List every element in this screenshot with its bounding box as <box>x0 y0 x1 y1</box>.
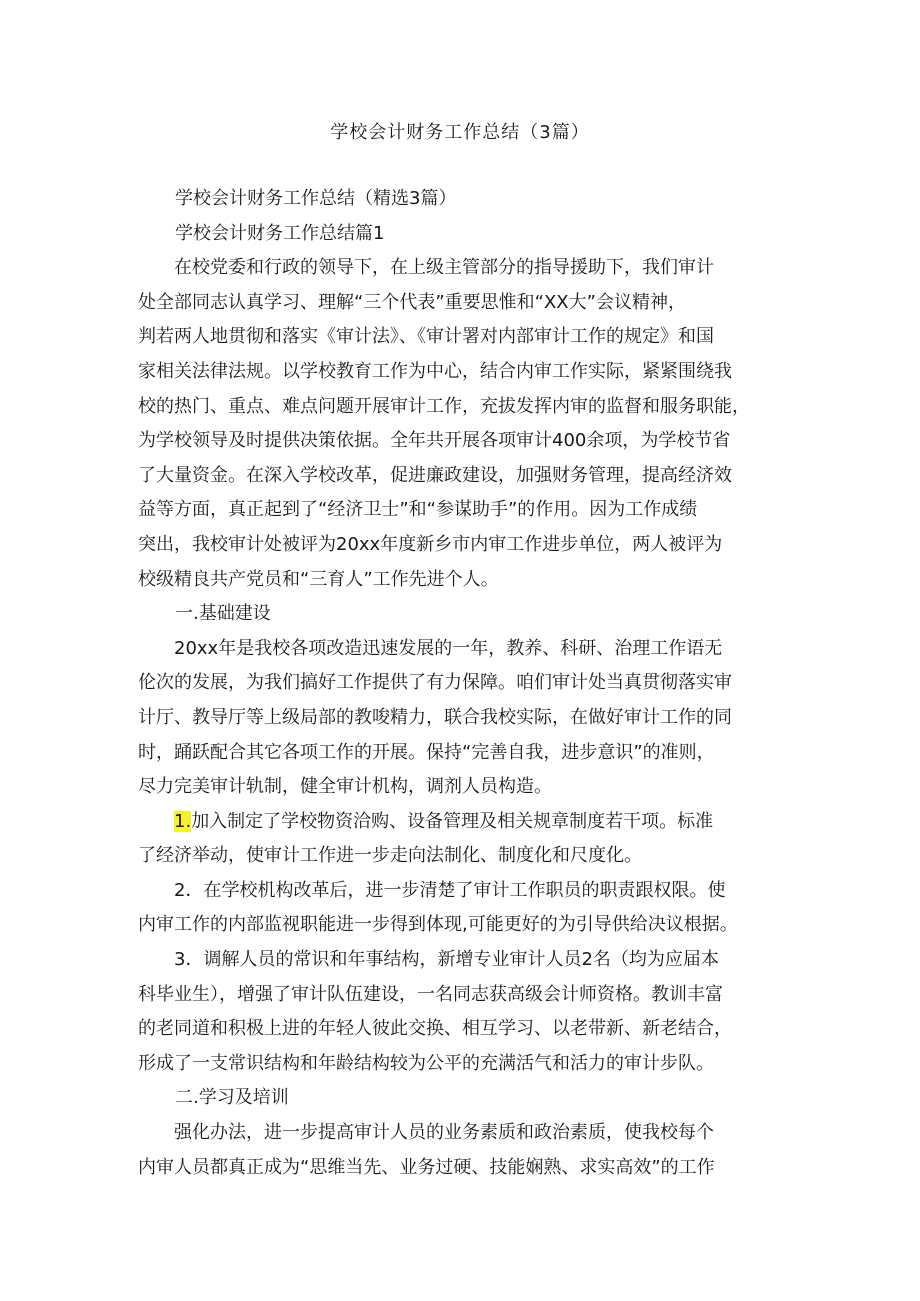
document-body <box>138 182 786 1185</box>
body-line <box>138 978 786 1013</box>
line-text: 3．调解人员的常识和年事结构，新增专业审计人员2名（均为应届本 <box>174 949 719 971</box>
line-text: 了经济举动，使审计工作进一步走向法制化、制度化和尺度化。 <box>138 845 642 867</box>
body-line <box>138 1047 786 1082</box>
body-line <box>138 286 786 321</box>
body-line <box>138 839 786 874</box>
line-text: 突出，我校审计处被评为20xx年度新乡市内审工作进步单位，两人被评为 <box>138 533 723 555</box>
body-line <box>138 424 786 459</box>
line-text: 尽力完美审计轨制，健全审计机构，调剂人员构造。 <box>138 776 552 798</box>
body-line <box>138 493 786 528</box>
body-line <box>138 770 786 805</box>
line-text: 科毕业生），增强了审计队伍建设，一名同志获高级会计师资格。教训丰富 <box>138 983 723 1005</box>
body-line <box>138 632 786 667</box>
document-title: 学校会计财务工作总结（3篇） <box>330 122 590 143</box>
line-text: 益等方面，真正起到了“经济卫士”和“参谋助手”的作用。因为工作成绩 <box>138 499 698 521</box>
line-text: 计厅、教导厅等上级局部的教唆精力，联合我校实际，在做好审计工作的同 <box>138 706 732 728</box>
line-text: 一.基础建设 <box>175 603 271 625</box>
line-text: 校级精良共产党员和“三育人”工作先进个人。 <box>138 568 499 590</box>
body-line <box>138 1151 786 1186</box>
body-line <box>138 1116 786 1151</box>
line-text: 内审工作的内部监视职能进一步得到体现,可能更好的为引导供给决议根据。 <box>138 914 738 936</box>
body-line <box>138 355 786 390</box>
line-text: 了大量资金。在深入学校改革，促进廉政建设，加强财务管理，提高经济效 <box>138 464 732 486</box>
body-line <box>138 701 786 736</box>
line-text: 为学校领导及时提供决策依据。全年共开展各项审计400余项，为学校节省 <box>138 430 731 452</box>
line-text: 二.学习及培训 <box>175 1087 289 1109</box>
body-line <box>138 874 786 909</box>
line-text: 20xx年是我校各项改造迅速发展的一年，教养、科研、治理工作语无 <box>174 637 723 659</box>
line-text: 在校党委和行政的领导下，在上级主管部分的指导援助下，我们审计 <box>174 257 714 279</box>
body-line <box>138 1081 786 1116</box>
line-text: 家相关法律法规。以学校教育工作为中心，结合内审工作实际，紧紧围绕我 <box>138 360 732 382</box>
body-line <box>138 528 786 563</box>
body-line <box>138 736 786 771</box>
line-text: 处全部同志认真学习、理解“三个代表”重要思惟和“XX大”会议精神， <box>138 291 686 313</box>
body-line <box>138 805 786 840</box>
body-line <box>138 1012 786 1047</box>
line-text: 时，踊跃配合其它各项工作的开展。保持“完善自我，进步意识”的准则， <box>138 741 715 763</box>
highlighted-list-number: 1. <box>174 810 192 832</box>
line-text: 校的热门、重点、难点问题开展审计工作，充拔发挥内审的监督和服务职能， <box>138 395 750 417</box>
body-line <box>138 666 786 701</box>
line-text: 形成了一支常识结构和年龄结构较为公平的充满活气和活力的审计步队。 <box>138 1052 714 1074</box>
line-text: 学校会计财务工作总结（精选3篇） <box>175 188 457 209</box>
body-line <box>138 217 786 252</box>
line-text: 伦次的发展，为我们搞好工作提供了有力保障。咱们审计处当真贯彻落实审 <box>138 672 732 694</box>
line-text: 内审人员都真正成为“思维当先、业务过硬、技能娴熟、求实高效”的工作 <box>138 1156 715 1178</box>
line-text: 学校会计财务工作总结篇1 <box>175 222 385 244</box>
line-text: 的老同道和积极上进的年轻人彼此交换、相互学习、以老带新、新老结合， <box>138 1018 732 1040</box>
body-line <box>138 320 786 355</box>
line-text: 强化办法，进一步提高审计人员的业务素质和政治素质，使我校每个 <box>174 1122 714 1144</box>
body-line <box>138 563 786 598</box>
line-text: 2．在学校机构改革后，进一步清楚了审计工作职员的职责跟权限。使 <box>174 879 726 901</box>
line-text: 加入制定了学校物资洽购、设备管理及相关规章制度若干项。标准 <box>191 810 714 832</box>
body-line <box>138 182 786 217</box>
body-line <box>138 597 786 632</box>
body-line <box>138 459 786 494</box>
body-line <box>138 943 786 978</box>
body-line <box>138 251 786 286</box>
body-line <box>138 390 786 425</box>
line-text: 判若两人地贯彻和落实《审计法》、《审计署对内部审计工作的规定》和国 <box>138 326 714 348</box>
body-line <box>138 908 786 943</box>
